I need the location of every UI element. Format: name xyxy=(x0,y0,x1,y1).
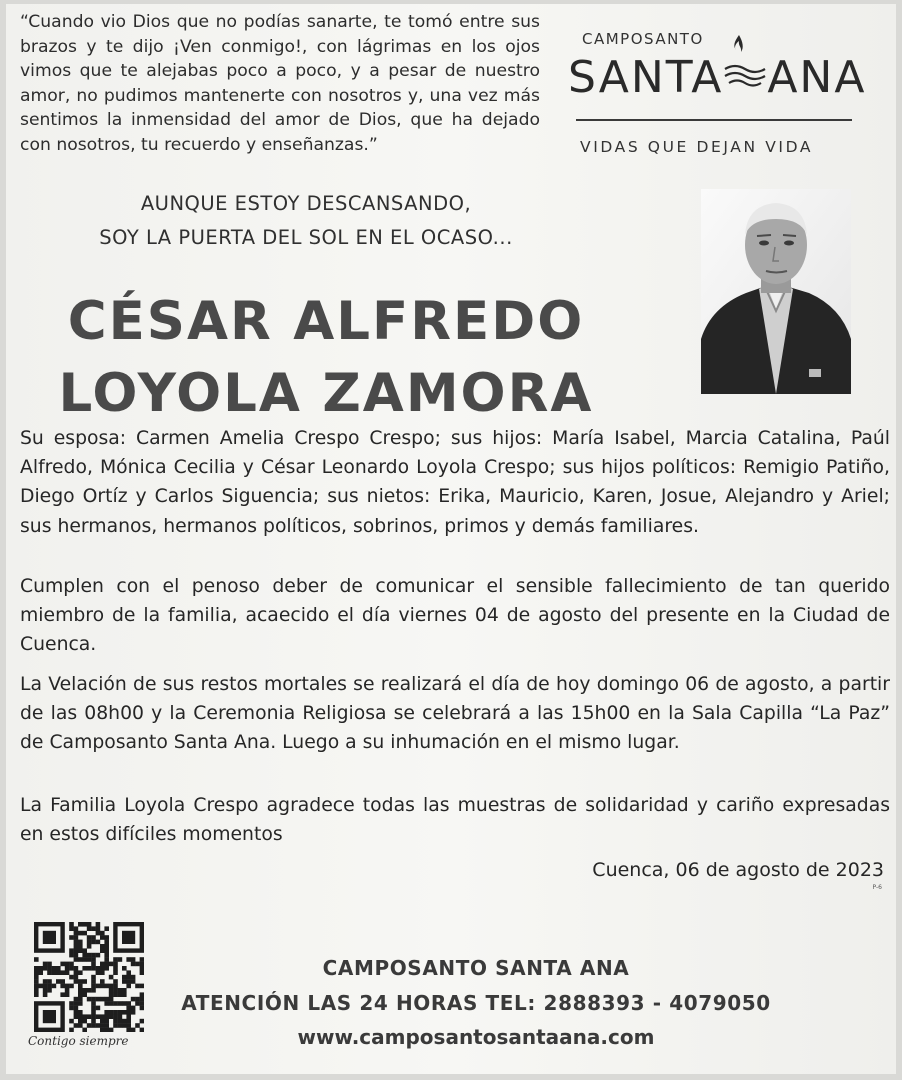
logo-brand xyxy=(568,52,866,103)
footer-website[interactable]: www.camposantosantaana.com xyxy=(297,1025,655,1049)
ad-code: P-6 xyxy=(872,884,882,891)
deceased-name-line-2: LOYOLA ZAMORA xyxy=(58,363,594,424)
epitaph-line-1: AUNQUE ESTOY DESCANSANDO, xyxy=(140,192,472,215)
deceased-name-line-1: CÉSAR ALFREDO xyxy=(67,291,585,352)
footer-phone: ATENCIÓN LAS 24 HORAS TEL: 2888393 - 4079050 xyxy=(181,991,771,1015)
qr-code-icon xyxy=(34,922,144,1032)
announcement-paragraph: Cumplen con el penoso deber de comunicar el sensible fallecimiento de tan querido miembro de la familia, acaecido el día viernes 04 de agosto del presente en la Ciudad de Cuenca. xyxy=(20,576,890,656)
portrait-photo xyxy=(701,189,851,394)
footer-company: CAMPOSANTO SANTA ANA xyxy=(322,956,630,980)
opening-quote: “Cuando vio Dios que no podías sanarte, te tomó entre sus brazos y te dijo ¡Ven conmigo!, con lágrimas en los ojos vimos que te alejabas poco a poco, y a pesar de nuestro amor, no pudimos mantenerte con nosotros y, una vez más sentimos la inmensidad del amor de Dios, que ha dejado con nosotros, tu recuerdo y enseñanzas.” xyxy=(20,12,540,155)
footer-contact xyxy=(166,950,786,1054)
thanks-paragraph: La Familia Loyola Crespo agradece todas las muestras de solidaridad y cariño expresadas en estos difíciles momentos xyxy=(20,795,890,846)
epitaph-line-2: SOY LA PUERTA DEL SOL EN EL OCASO... xyxy=(99,226,513,249)
dateline: Cuenca, 06 de agosto de 2023 xyxy=(592,859,884,881)
wave-icon xyxy=(723,60,767,90)
ceremony-paragraph: La Velación de sus restos mortales se realizará el día de hoy domingo 06 de agosto, a partir de las 08h00 y la Ceremonia Religiosa se celebrará a las 15h00 en la Sala Capilla “La Paz” de Camposanto Santa Ana. Luego a su inhumación en el mismo lugar. xyxy=(20,674,890,754)
epitaph xyxy=(36,187,576,255)
logo-brand-left: SANTA xyxy=(568,52,724,103)
logo-divider xyxy=(576,119,852,121)
deceased-name xyxy=(6,286,646,430)
logo-tagline: VIDAS QUE DEJAN VIDA xyxy=(580,138,814,156)
obituary-page xyxy=(6,4,896,1074)
qr-caption: Contigo siempre xyxy=(28,1034,129,1048)
family-paragraph: Su esposa: Carmen Amelia Crespo Crespo; sus hijos: María Isabel, Marcia Catalina, Paúl Alfredo, Mónica Cecilia y César Leonardo Loyola Crespo; sus hijos políticos: Remigio Patiño, Diego Ortíz y Carlos Siguencia; sus nietos: Erika, Mauricio, Karen, Josue, Alejandro y Ariel; sus hermanos, hermanos políticos, sobrinos, primos y demás familiares. xyxy=(20,428,890,537)
logo-brand-right: ANA xyxy=(767,52,867,103)
logo-pre: CAMPOSANTO xyxy=(582,30,704,48)
